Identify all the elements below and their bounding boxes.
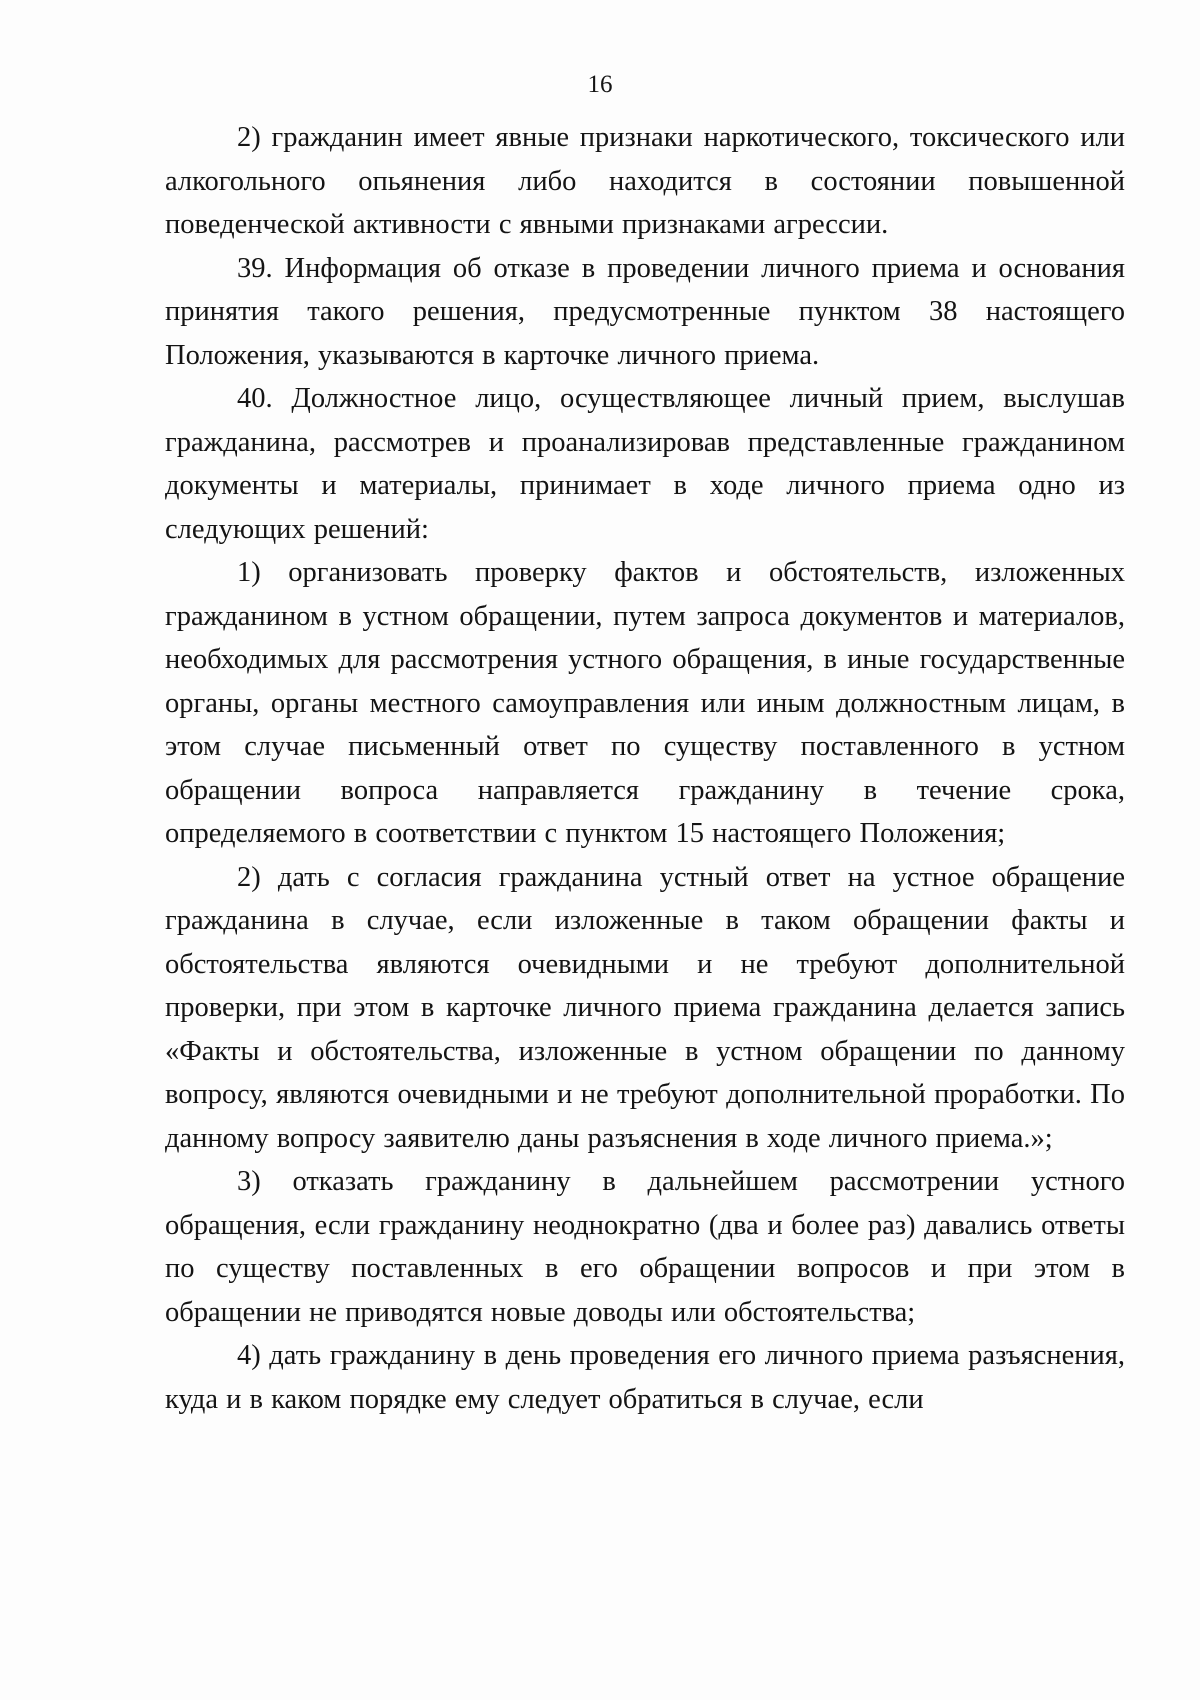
paragraph-40-item-3: 3) отказать гражданину в дальнейшем рассмотрении устного обращения, если гражданину неоднократно (два и более раз) давались ответы по существу поставленных в его обращении вопросов и при этом в обращении не приводятся новые доводы или обстоятельства; [165,1166,1125,1328]
document-body [165,116,1125,1421]
page-number: 16 [587,71,613,98]
paragraph-40: 40. Должностное лицо, осуществляющее личный прием, выслушав гражданина, рассмотрев и проанализировав представленные гражданином документы и материалы, принимает в ходе личного приема одно из следующих решений: [165,383,1125,545]
paragraph-40-item-4: 4) дать гражданину в день проведения его личного приема разъяснения, куда и в каком порядке ему следует обратиться в случае, если [165,1340,1125,1415]
paragraph-item-2-continued: 2) гражданин имеет явные признаки наркотического, токсического или алкогольного опьянения либо находится в состоянии повышенной поведенческой активности с явными признаками агрессии. [165,122,1125,240]
paragraph-39: 39. Информация об отказе в проведении личного приема и основания принятия такого решения, предусмотренные пунктом 38 настоящего Положения, указываются в карточке личного приема. [165,252,1125,371]
paragraph-40-item-2: 2) дать с согласия гражданина устный ответ на устное обращение гражданина в случае, если изложенные в таком обращении факты и обстоятельства являются очевидными и не требуют дополнительной проверки, при этом в карточке личного приема гражданина делается запись «Факты и обстоятельства, изложенные в устном обращении по данному вопросу, являются очевидными и не требуют дополнительной проработки. По данному вопросу заявителю даны разъяснения в ходе личного приема.»; [165,861,1125,1154]
paragraph-40-item-1: 1) организовать проверку фактов и обстоятельств, изложенных гражданином в устном обращении, путем запроса документов и материалов, необходимых для рассмотрения устного обращения, в иные государственные органы, органы местного самоуправления или иным должностным лицам, в этом случае письменный ответ по существу поставленного в устном обращении вопроса направляется гражданину в течение срока, определяемого в соответствии с пунктом 15 настоящего Положения; [165,557,1125,849]
